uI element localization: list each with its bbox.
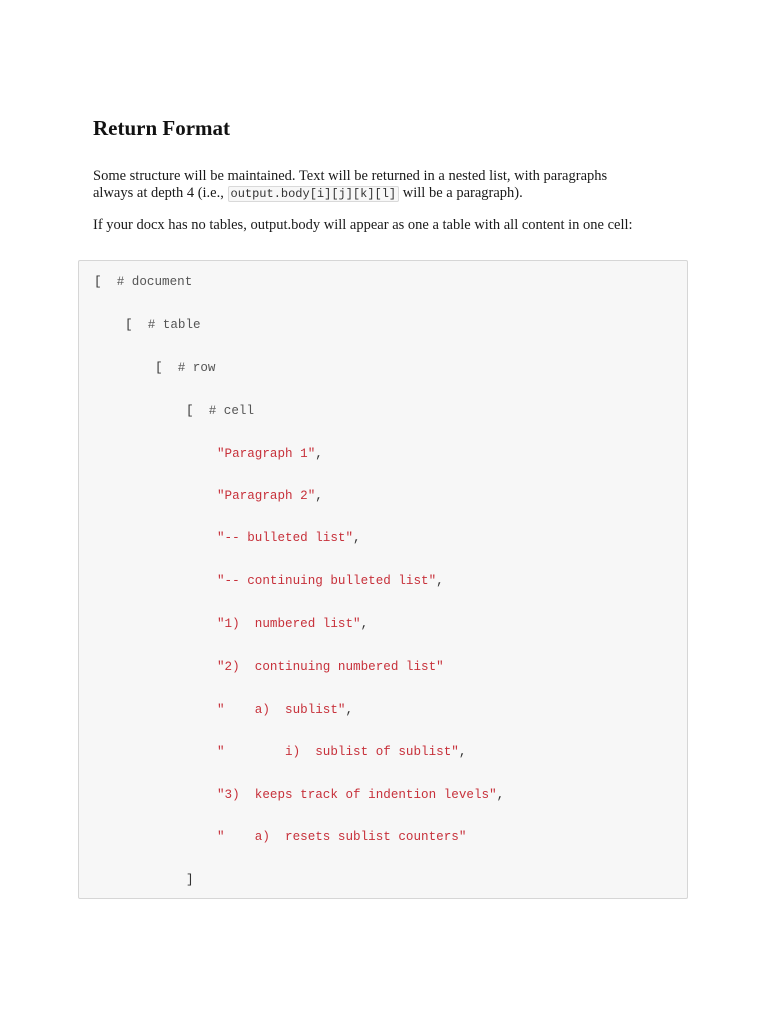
string-literal: "-- bulleted list" [217, 531, 354, 545]
string-separator: , [496, 788, 505, 802]
code-line-string [217, 529, 361, 547]
bracket-open-table: [ [125, 318, 133, 332]
inline-code-output-body: output.body[i][j][k][l] [228, 186, 400, 202]
section-heading: Return Format [93, 116, 231, 140]
code-line-document [94, 273, 192, 291]
string-literal: "3) keeps track of indention levels" [217, 788, 497, 802]
code-line-string [217, 786, 504, 804]
structure-paragraph-line1: Some structure will be maintained. Text will be returned in a nested list, with paragraphs [93, 168, 608, 184]
no-tables-paragraph: If your docx has no tables, output.body will appear as one a table with all content in one cell: [93, 217, 633, 233]
string-separator: , [345, 703, 354, 717]
string-separator: , [353, 531, 361, 545]
structure-paragraph-line2-start: always at depth 4 (i.e., [93, 185, 228, 201]
bracket-close-cell: ] [186, 873, 194, 887]
bracket-open-cell: [ [186, 404, 194, 418]
structure-paragraph [93, 168, 693, 203]
string-separator: , [458, 745, 467, 759]
comment-table: # table [147, 318, 201, 332]
code-line-cell [186, 402, 254, 420]
string-separator: , [436, 574, 444, 588]
string-literal: " a) resets sublist counters" [217, 830, 467, 844]
string-literal: "-- continuing bulleted list" [217, 574, 437, 588]
comment-cell: # cell [208, 404, 255, 418]
bracket-open-document: [ [94, 275, 102, 289]
comment-row: # row [177, 361, 216, 375]
code-line-string [217, 828, 466, 846]
code-line-table [125, 316, 201, 334]
string-literal: " a) sublist" [217, 703, 346, 717]
code-line-string [217, 658, 444, 676]
string-separator: , [315, 447, 323, 461]
string-separator: , [315, 489, 323, 503]
string-literal: "Paragraph 1" [217, 447, 316, 461]
code-line-string [217, 487, 323, 505]
string-literal: "2) continuing numbered list" [217, 660, 444, 674]
comment-document: # document [116, 275, 193, 289]
code-line-string [217, 572, 444, 590]
structure-paragraph-line2-end: will be a paragraph). [399, 185, 523, 201]
code-line-string [217, 445, 323, 463]
string-separator: , [360, 617, 369, 631]
bracket-open-row: [ [155, 361, 163, 375]
code-line-cell-close [186, 871, 194, 889]
code-line-string [217, 615, 368, 633]
code-line-string [217, 701, 353, 719]
string-literal: " i) sublist of sublist" [217, 745, 459, 759]
code-line-row [155, 359, 215, 377]
code-line-string [217, 743, 466, 761]
string-literal: "1) numbered list" [217, 617, 361, 631]
string-literal: "Paragraph 2" [217, 489, 316, 503]
code-block [78, 260, 688, 899]
